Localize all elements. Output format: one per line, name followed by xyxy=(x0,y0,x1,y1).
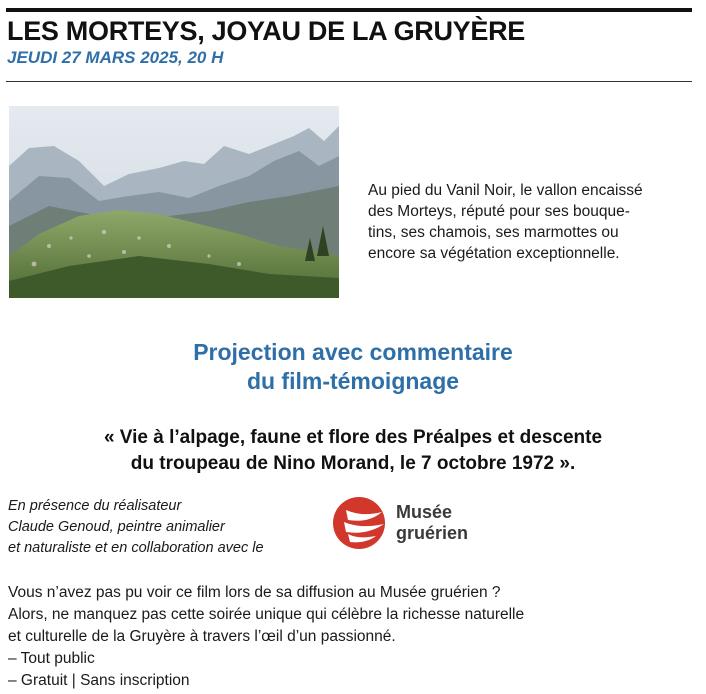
logo-line: Musée xyxy=(396,502,453,522)
body-paragraph xyxy=(8,582,524,692)
quote-line: du troupeau de Nino Morand, le 7 octobre 1972 ». xyxy=(130,453,576,474)
intro-line: encore sa végétation exceptionnelle. xyxy=(368,245,620,262)
body-line: Vous n’avez pas pu voir ce film lors de sa diffusion au Musée gruérien ? xyxy=(8,584,501,601)
heading-line: Projection avec commentaire xyxy=(193,339,513,365)
event-title: LES MORTEYS, JOYAU DE LA GRUYÈRE xyxy=(7,16,525,46)
body-line: et culturelle de la Gruyère à travers l’œil d’un passionné. xyxy=(8,628,396,645)
presence-line: et naturaliste et en collaboration avec le xyxy=(8,540,264,556)
quote-line: « Vie à l’alpage, faune et flore des Préalpes et descente xyxy=(103,427,603,448)
intro-line: tins, ses chamois, ses marmottes ou xyxy=(368,224,619,241)
intro-line: des Morteys, réputé pour ses bouque- xyxy=(368,203,630,220)
logo-line: gruérien xyxy=(396,523,469,543)
intro-paragraph xyxy=(368,180,688,264)
presence-line: Claude Genoud, peintre animalier xyxy=(8,519,225,535)
musee-gruerien-logo-mark xyxy=(332,496,392,550)
musee-gruerien-logo xyxy=(332,496,502,550)
top-rule xyxy=(6,8,692,12)
price-item: – Gratuit | Sans inscription xyxy=(8,672,190,689)
audience-item: – Tout public xyxy=(8,650,95,667)
header-divider xyxy=(6,81,692,82)
section-heading xyxy=(0,338,706,396)
body-line: Alors, ne manquez pas cette soirée unique qui célèbre la richesse naturelle xyxy=(8,606,525,623)
intro-line: Au pied du Vanil Noir, le vallon encaissé xyxy=(368,182,643,199)
logo-wordmark xyxy=(396,502,468,544)
mountain-landscape-photo xyxy=(9,106,339,298)
heading-line: du film-témoignage xyxy=(246,368,460,394)
presence-line: En présence du réalisateur xyxy=(8,498,182,514)
presence-note xyxy=(8,496,264,559)
event-date: JEUDI 27 MARS 2025, 20 H xyxy=(7,48,224,67)
film-title-quote xyxy=(0,425,706,477)
